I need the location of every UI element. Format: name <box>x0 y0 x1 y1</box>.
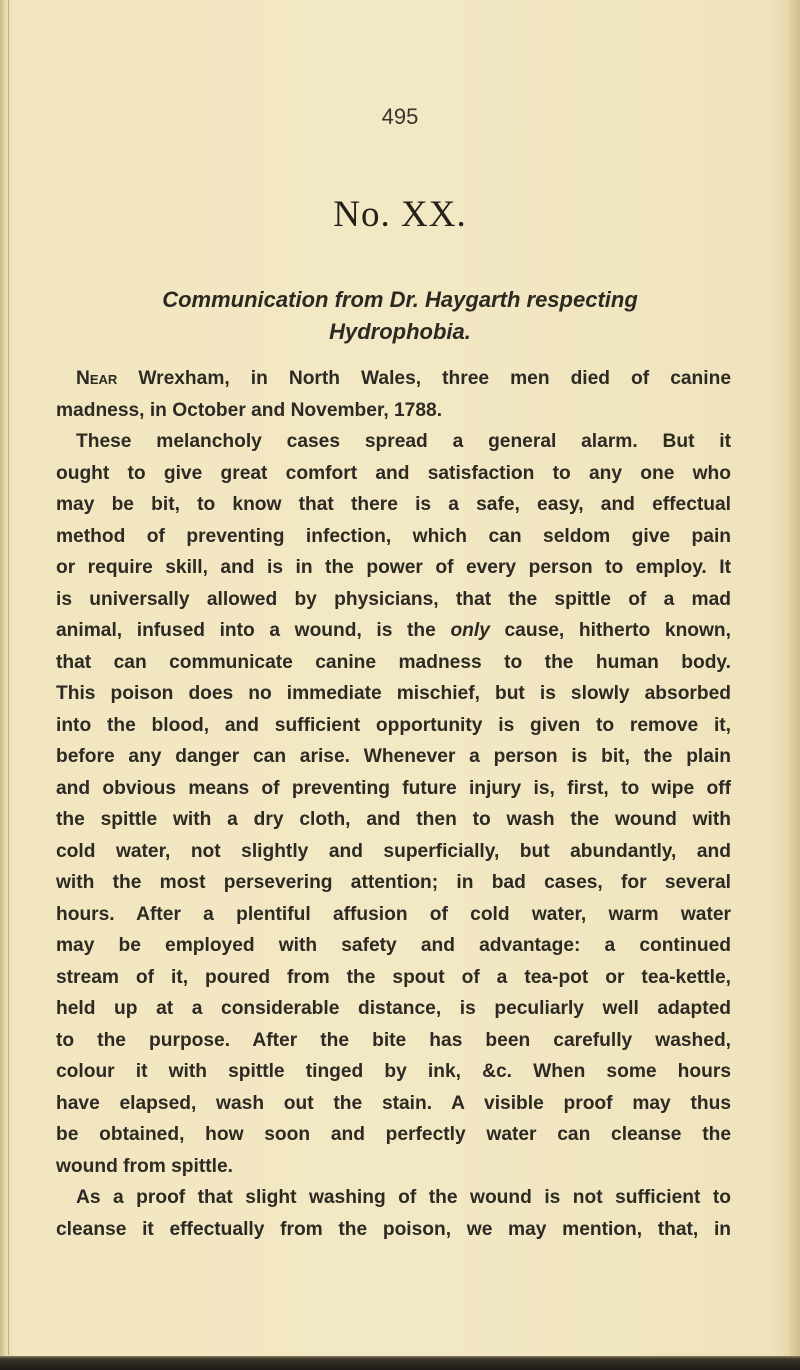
body-line-8: is universally allowed by physicians, that the spittle of a mad <box>56 588 731 610</box>
body-line-4: ought to give great comfort and satisfaction to any one who <box>56 462 731 484</box>
body-line-10: that can communicate canine madness to the human body. <box>56 651 731 673</box>
body-line-9-end: cause, hitherto known, <box>489 620 731 641</box>
body-line-11: This poison does no immediate mischief, but is slowly absorbed <box>56 683 731 704</box>
body-line-25: be obtained, how soon and perfectly water can cleanse the <box>56 1124 731 1145</box>
section-number-heading: No. XX. <box>333 194 467 235</box>
body-line-6: method of preventing infection, which can seldom give pain <box>56 525 731 547</box>
body-line-2: madness, in October and November, 1788. <box>56 399 443 421</box>
body-line-27: As a proof that slight washing of the wound is not sufficient to <box>76 1187 731 1208</box>
body-line-9 <box>56 615 731 647</box>
body-line-18: hours. After a plentiful affusion of cold water, warm water <box>56 903 731 925</box>
paragraph-lead-word: Near <box>76 368 118 389</box>
body-line-15: the spittle with a dry cloth, and then to wash the wound with <box>56 809 731 830</box>
body-line-22: to the purpose. After the bite has been carefully washed, <box>56 1029 731 1051</box>
body-line-21: held up at a considerable distance, is peculiarly well adapted <box>56 998 731 1019</box>
body-line-1 <box>56 363 731 395</box>
section-title <box>0 284 800 348</box>
emphasized-word: only <box>450 620 490 641</box>
body-line-3: These melancholy cases spread a general alarm. But it <box>76 431 731 452</box>
body-line-24: have elapsed, wash out the stain. A visible proof may thus <box>56 1092 731 1114</box>
body-line-5: may be bit, to know that there is a safe, easy, and effectual <box>56 494 731 515</box>
body-line-26: wound from spittle. <box>56 1155 233 1177</box>
body-line-20: stream of it, poured from the spout of a tea-pot or tea-kettle, <box>56 966 731 988</box>
body-line-17: with the most persevering attention; in bad cases, for several <box>56 872 731 893</box>
body-line-28: cleanse it effectually from the poison, we may mention, that, in <box>56 1218 731 1240</box>
body-line-13: before any danger can arise. Whenever a person is bit, the plain <box>56 746 731 767</box>
body-line-19: may be employed with safety and advantage: a continued <box>56 935 731 956</box>
body-line-23: colour it with spittle tinged by ink, &c. When some hours <box>56 1061 731 1082</box>
body-text <box>56 363 731 1245</box>
section-title-line-1: Communication from Dr. Haygarth respecting <box>162 287 638 312</box>
body-line-1-rest: Wrexham, in North Wales, three men died of canine <box>117 368 731 389</box>
page-number: 495 <box>381 104 419 129</box>
body-line-14: and obvious means of preventing future injury is, first, to wipe off <box>56 777 731 799</box>
body-line-9-start: animal, infused into a wound, is the <box>56 620 451 641</box>
body-line-7: or require skill, and is in the power of every person to employ. It <box>56 557 731 578</box>
section-title-line-2: Hydrophobia. <box>329 319 471 344</box>
body-line-16: cold water, not slightly and superficially, but abundantly, and <box>56 840 731 862</box>
body-line-12: into the blood, and sufficient opportunity is given to remove it, <box>56 714 731 736</box>
page-bottom-shadow <box>0 1356 800 1370</box>
